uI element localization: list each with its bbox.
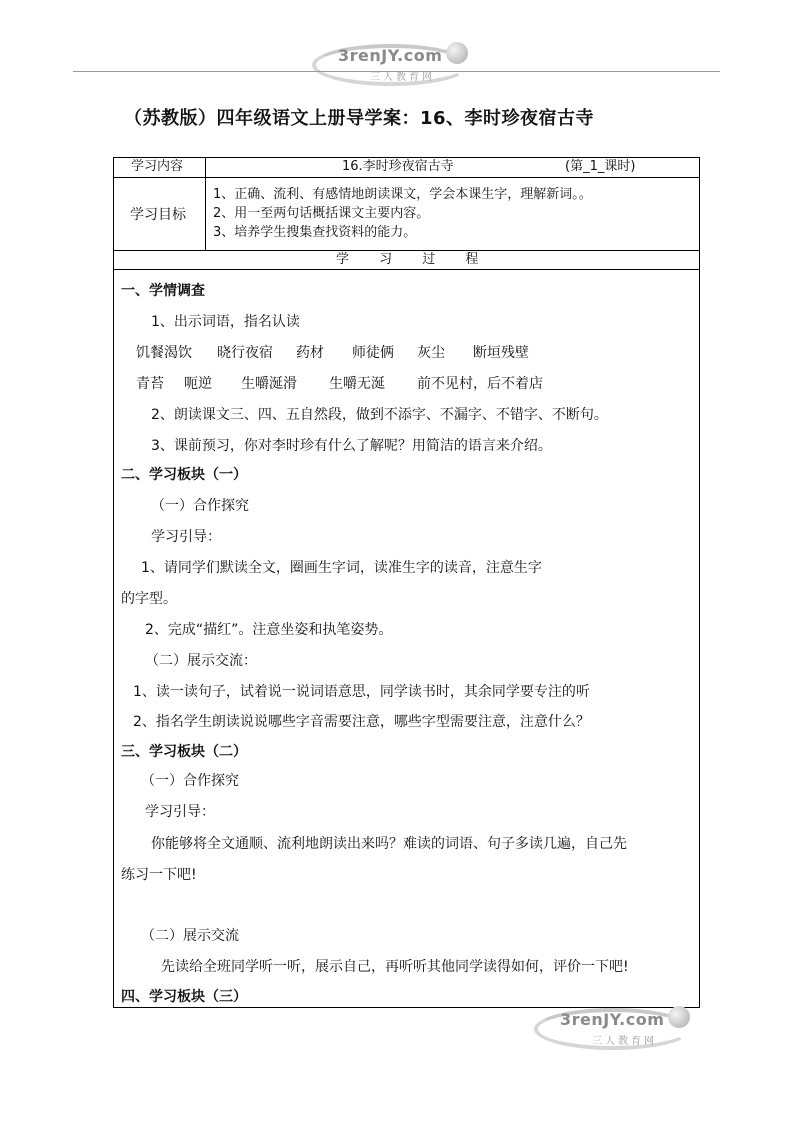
- logo-subtitle: 三人教育网: [592, 1036, 657, 1047]
- vocab-word: 生嚼涎滑: [241, 376, 297, 392]
- lesson-period: (第_1_课时): [565, 159, 636, 174]
- document-title: （苏教版）四年级语文上册导学案：16、李时珍夜宿古寺: [124, 108, 595, 129]
- row-divider: [114, 177, 699, 178]
- goal-item: 3、培养学生搜集查找资料的能力。: [213, 225, 417, 240]
- goal-item: 1、正确、流利、有感情地朗读课文，学会本课生字，理解新词。。: [213, 187, 592, 202]
- logo-ball-icon: [446, 42, 468, 64]
- text-line: 2、朗读课文三、四、五自然段，做到不添字、不漏字、不错字、不断句。: [151, 407, 608, 423]
- section-heading: 三、学习板块（二）: [121, 744, 247, 760]
- goal-item: 2、用一至两句话概括课文主要内容。: [213, 206, 430, 221]
- text-line: 1、出示词语，指名认读: [151, 314, 300, 330]
- goal-label: 学习目标: [130, 207, 186, 223]
- text-line: 先读给全班同学听一听，展示自己，再听听其他同学读得如何，评价一下吧!: [161, 959, 629, 975]
- vocab-word: 饥餐渴饮: [136, 345, 192, 361]
- text-line: 2、指名学生朗读说说哪些字音需要注意，哪些字型需要注意，注意什么？: [133, 714, 590, 730]
- content-label: 学习内容: [131, 159, 184, 174]
- subsection-heading: （一）合作探究: [151, 498, 249, 514]
- text-line: 1、读一读句子，试着说一说词语意思，同学读书时，其余同学要专注的听: [133, 684, 590, 700]
- subsection-heading: （二）展示交流: [141, 928, 239, 944]
- row-divider: [114, 269, 699, 270]
- vocab-word: 生嚼无涎: [329, 376, 385, 392]
- vocab-word: 药材: [296, 345, 324, 361]
- column-divider: [205, 158, 206, 250]
- text-line: 学习引导：: [151, 529, 221, 545]
- site-logo-bottom: [534, 1002, 694, 1052]
- logo-brand: 3renJY.com: [338, 46, 443, 65]
- subsection-heading: （二）展示交流：: [145, 653, 257, 669]
- section-heading: 二、学习板块（一）: [121, 467, 247, 483]
- vocab-word: 晓行夜宿: [217, 345, 273, 361]
- lesson-name: 16.李时珍夜宿古寺: [342, 159, 454, 174]
- lesson-table: [113, 157, 700, 1008]
- text-line: 3、课前预习，你对李时珍有什么了解呢？用简洁的语言来介绍。: [151, 438, 552, 454]
- section-heading: 四、学习板块（三）: [121, 989, 247, 1005]
- text-line: 1、请同学们默读全文，圈画生字词，读准生字的读音，注意生字: [141, 560, 542, 576]
- text-line: 你能够将全文通顺、流利地朗读出来吗？难读的词语、句子多读几遍，自己先: [151, 836, 627, 852]
- text-line: 的字型。: [121, 591, 177, 607]
- vocab-word: 前不见村，后不着店: [417, 376, 543, 392]
- site-logo-top: [312, 38, 472, 88]
- logo-ball-icon: [668, 1006, 690, 1028]
- text-line: 2、完成“描红”。注意坐姿和执笔姿势。: [145, 622, 393, 638]
- subsection-heading: （一）合作探究: [141, 773, 239, 789]
- vocab-word: 师徒俩: [352, 345, 394, 361]
- header-rule: [73, 71, 720, 72]
- vocab-word: 青苔: [136, 376, 164, 392]
- vocab-word: 断垣残壁: [473, 345, 529, 361]
- process-header: 学 习 过 程: [336, 252, 481, 267]
- logo-brand: 3renJY.com: [560, 1010, 665, 1029]
- text-line: 学习引导：: [145, 804, 215, 820]
- vocab-word: 呃逆: [184, 376, 212, 392]
- text-line: 练习一下吧!: [121, 867, 197, 883]
- logo-subtitle: 三人教育网: [370, 72, 435, 83]
- vocab-word: 灰尘: [417, 345, 445, 361]
- section-heading: 一、学情调查: [121, 283, 205, 299]
